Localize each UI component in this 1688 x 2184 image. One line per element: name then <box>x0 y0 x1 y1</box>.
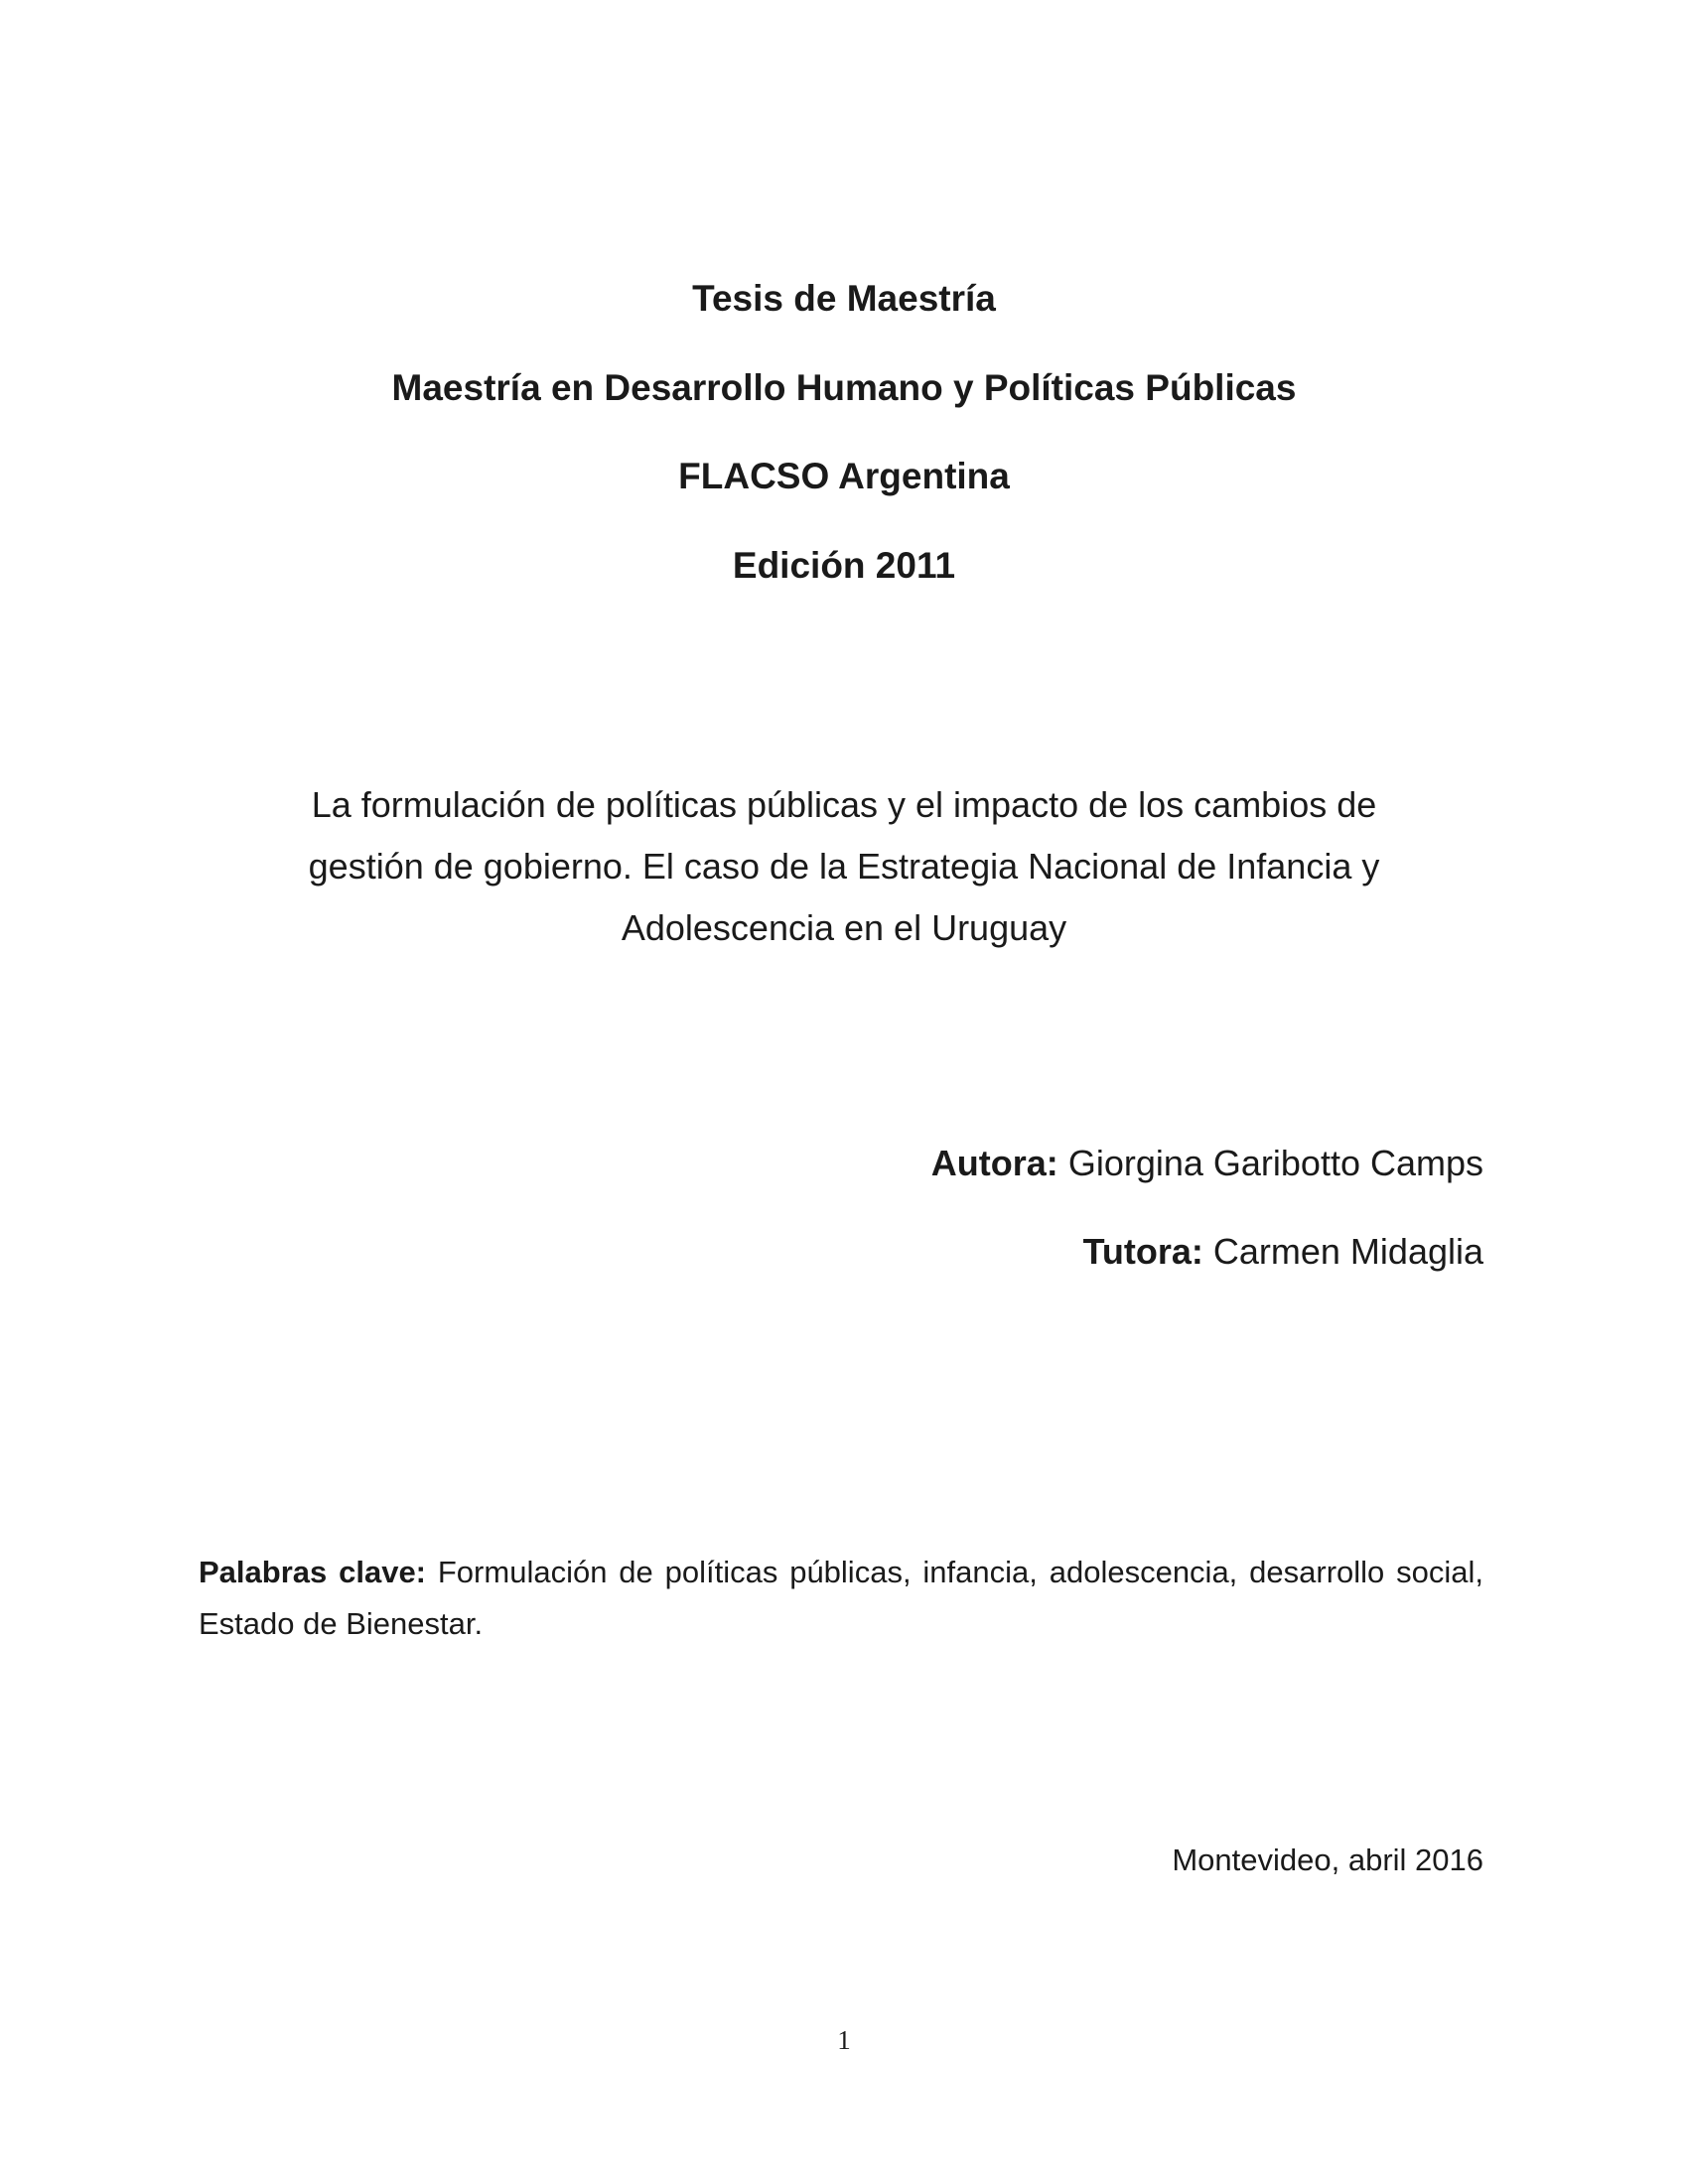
tutor-credit <box>1083 1230 1483 1274</box>
place-date: Montevideo, abril 2016 <box>1172 1843 1483 1877</box>
keywords-paragraph <box>199 1547 1483 1650</box>
tutor-name: Carmen Midaglia <box>1212 1231 1483 1272</box>
thesis-title-line-3: Adolescencia en el Uruguay <box>621 907 1067 948</box>
keywords-text: Formulación de políticas públicas, infancia, adolescencia, desarrollo social, Estado de Bienestar. <box>199 1555 1483 1641</box>
thesis-title-line-2: gestión de gobierno. El caso de la Estrategia Nacional de Infancia y <box>308 846 1380 887</box>
institution-heading: FLACSO Argentina <box>678 456 1010 496</box>
tutor-label: Tutora: <box>1082 1231 1203 1272</box>
edition-heading: Edición 2011 <box>732 545 956 586</box>
author-name: Giorgina Garibotto Camps <box>1067 1143 1483 1183</box>
thesis-title <box>228 774 1460 959</box>
author-label: Autora: <box>930 1143 1058 1183</box>
author-credit <box>931 1142 1483 1185</box>
thesis-type-heading: Tesis de Maestría <box>692 278 996 319</box>
keywords-label: Palabras clave: <box>199 1555 427 1589</box>
program-heading: Maestría en Desarrollo Humano y Políticas Públicas <box>391 367 1297 408</box>
page-number: 1 <box>837 2025 851 2055</box>
thesis-title-line-1: La formulación de políticas públicas y el impacto de los cambios de <box>311 784 1377 825</box>
